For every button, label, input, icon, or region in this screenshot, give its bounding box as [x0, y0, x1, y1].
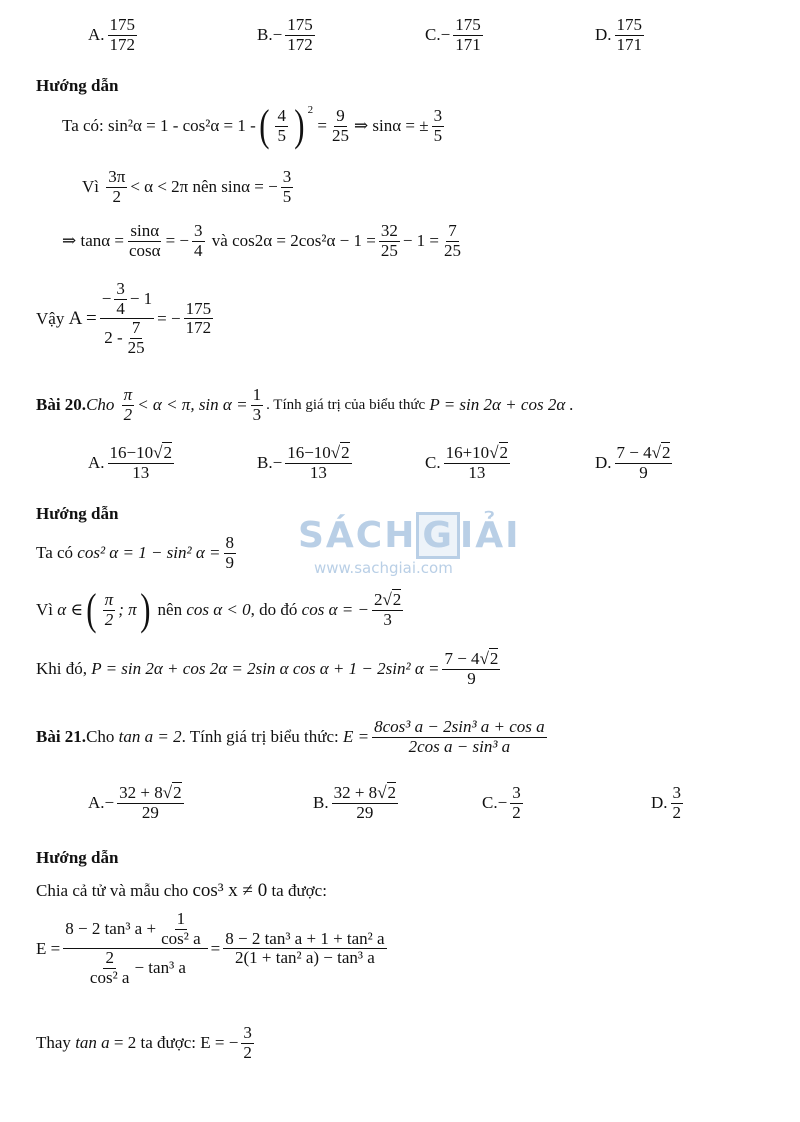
bai20-option-d: D. $\frac{7 - 4√2}{9}$: [595, 443, 671, 482]
bai21-option-d: D. $\frac{3}{2}$: [651, 783, 682, 822]
sol21-line-3: Thay tan a = 2 ta được: E = − $\frac{3}{2}$: [36, 1023, 252, 1062]
fraction: $\frac{175}{172}$: [287, 15, 313, 54]
sol19-line-1: Ta có: sin²α = 1 - cos²α = 1 - ( $\frac{4}{5}$ ) $^2$ = $\frac{9}{25}$ ⇒ sinα = ± $\frac{3}{5}$: [62, 101, 443, 150]
watermark-logo: SÁCH G IẢI www.sachgiai.com: [298, 512, 521, 577]
fraction: $\frac{175}{171}$: [455, 15, 481, 54]
bai20-option-b: B. − $\frac{16-10√2}{13}$: [257, 443, 350, 482]
q19-option-b: B. − $\frac{175}{172}$: [257, 15, 313, 54]
compound-fraction: − $\frac{3}{4}$ − 1 2 - $\frac{7}{25}$: [101, 279, 153, 358]
sol19-line-2: Vì $\frac{3\pi}{2}$ < α < 2π nên sinα = − $\frac{3}{5}$: [82, 167, 292, 206]
sol19-line-4: Vậy A = − $\frac{3}{4}$ − 1 2 - $\frac{7}{25}$ = − $\frac{175}{172}$: [36, 279, 212, 358]
q19-option-c: C. − $\frac{175}{171}$: [425, 15, 481, 54]
section-heading: Hướng dẫn: [36, 76, 119, 95]
fraction: $\frac{175}{171}$: [616, 15, 643, 54]
bai20-statement: Bài 20. Cho $\frac{\pi}{2}$ < α < π, sin α = $\frac{1}{3}$ . Tính giá trị của biểu thức P = sin 2α + cos 2α .: [36, 385, 574, 424]
bai21-option-c: C. − $\frac{3}{2}$: [482, 783, 521, 822]
sol19-line-3: ⇒ tanα = $\frac{\sin\alpha}{\cos\alpha}$ = − $\frac{3}{4}$ và cos2α = 2cos²α − 1 = $\frac{32}{25}$ − 1 = $\frac{7}{25}$: [62, 221, 462, 260]
bai21-option-a: A. − $\frac{32 + 8√2}{29}$: [88, 783, 182, 822]
q19-option-d: D. $\frac{175}{171}$: [595, 15, 643, 54]
fraction: $\frac{175}{172}$: [109, 15, 136, 54]
section-heading: Hướng dẫn: [36, 848, 119, 867]
sol21-line-1: Chia cả tử và mẫu cho cos³ x ≠ 0 ta được:: [36, 880, 327, 901]
bai20-option-a: A. $\frac{16-10√2}{13}$: [88, 443, 172, 482]
sol20-line-1: Ta có cos² α = 1 − sin² α = $\frac{8}{9}$: [36, 533, 235, 572]
compound-fraction: 8 − 2 tan³ a + $\frac{1}{\text{cos² a}}$ $\frac{2}{\text{cos² a}}$ − tan³ a: [63, 910, 207, 988]
sol20-line-3: Khi đó, P = sin 2α + cos 2α = 2sin α cos α + 1 − 2sin² α = $\frac{7 - 4√2}{9}$: [36, 649, 499, 688]
bai20-option-c: C. $\frac{16+10√2}{13}$: [425, 443, 509, 482]
q19-option-a: A. $\frac{175}{172}$: [88, 15, 136, 54]
sol21-line-2: E = 8 − 2 tan³ a + $\frac{1}{\text{cos² a}}$ $\frac{2}{\text{cos² a}}$ − tan³ a = $\frac{\text{8 − 2 tan³ a + 1 + tan² a}}{\text{2(1 + tan² a) − tan³ a}}$: [36, 909, 385, 988]
sol20-line-2: Vì α ∈ ( $\frac{\pi}{2}$ ; π ) nên cos α < 0 , do đó cos α = − $\frac{2√2}{3}$: [36, 585, 402, 634]
bai21-statement: Bài 21. Cho tan a = 2 . Tính giá trị biểu thức: E = $\frac{\text{8cos³ a − 2sin³ a + cos a}}{\text{2cos a − sin³ a}}$: [36, 717, 545, 756]
section-heading: Hướng dẫn: [36, 504, 119, 523]
bai21-option-b: B. $\frac{32 + 8√2}{29}$: [313, 783, 397, 822]
